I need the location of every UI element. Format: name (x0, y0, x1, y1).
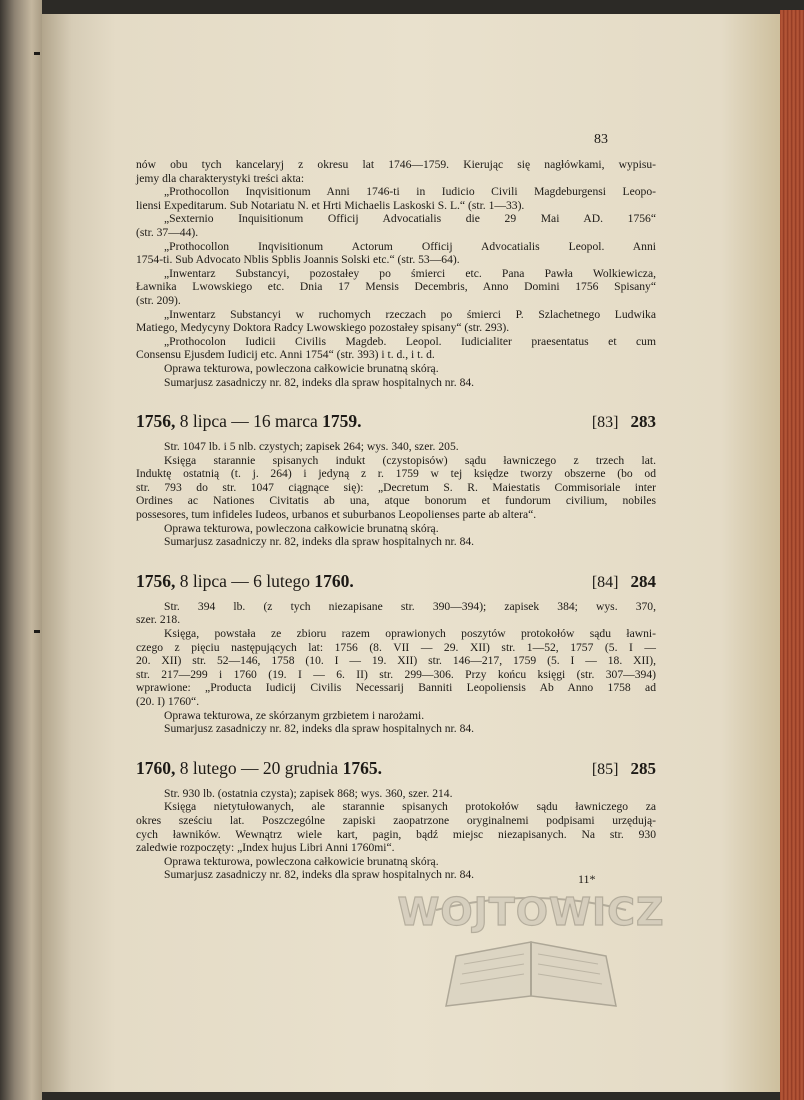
text-line: Str. 394 lb. (z tych niezapisane str. 390—394); zapisek 384; wys. 370, (164, 599, 656, 613)
page-stack-edges (780, 10, 804, 1100)
intro-block (136, 158, 656, 389)
left-page-edge (0, 0, 42, 1100)
entry-heading (136, 411, 656, 432)
entry-284 (136, 571, 656, 736)
text-line: „Prothocolon Iudicii Civilis Magdeb. Leopol. Iudicialiter praesentatus et cum (164, 334, 656, 348)
page-content (136, 158, 656, 882)
text-line: (str. 209). (136, 293, 181, 307)
text-line: Matiego, Medycyny Doktora Radcy Lwowskiego pozostałey spisany“ (str. 293). (136, 321, 510, 335)
text-line: Ordines ac Nationes Civitatis ab una, atque bonorum et fundorum civilium, nobiles (136, 494, 656, 508)
text-line: Consensu Ejusdem Iudicij etc. Anni 1754“ (str. 393) i t. d., i t. d. (136, 348, 435, 362)
text-line: Oprawa tekturowa, powleczona całkowicie brunatną skórą. (164, 521, 439, 535)
entry-signature: [84] 284 (591, 571, 656, 591)
text-line: „Sexternio Inquisitionum Officij Advocatialis die 29 Mai AD. 1756“ (164, 212, 656, 226)
text-line: „Prothocollon Inqvisitionum Anni 1746-ti in Iudicio Civili Magdeburgensi Leopo- (164, 185, 656, 199)
binding-mark (34, 52, 40, 55)
text-line: 1754-ti. Sub Advocato Nblis Spblis Joannis Solski etc.“ (str. 53—64). (136, 253, 460, 267)
text-line: „Inwentarz Substancyi, pozostałey po śmierci etc. Pana Pawła Wolkiewicza, (164, 266, 656, 280)
text-line: Oprawa tekturowa, powleczona całkowicie brunatną skórą. (164, 361, 439, 375)
text-line: (str. 37—44). (136, 225, 199, 239)
entry-heading (136, 571, 656, 592)
text-line: „Prothocollon Inqvisitionum Actorum Officij Advocatialis Leopol. Anni (164, 239, 656, 253)
text-line: Oprawa tekturowa, ze skórzanym grzbietem i narożami. (164, 708, 425, 722)
text-line: str. 217—299 i 1760 (19. I — 6. II) str. 299—306. Przy końcu księgi (str. 307—394) (136, 667, 656, 681)
text-line: jemy dla charakterystyki treści akta: (136, 171, 305, 185)
text-line: Induktę ostatnią (t. j. 264) i jedyną z r. 1759 w tej księdze tworzy obszerne (bo od (136, 467, 656, 481)
watermark-logo (386, 846, 676, 1026)
text-line: Oprawa tekturowa, powleczona całkowicie brunatną skórą. (164, 854, 439, 868)
text-line: str. 793 do str. 1047 ciągnące się): „Decretum S. R. Maiestatis Commisoriale inter (136, 480, 656, 494)
text-line: Sumarjusz zasadniczy nr. 82, indeks dla spraw hospitalnych nr. 84. (164, 722, 475, 736)
text-line: cych ławników. Wewnątrz wiele kart, pagin, bądź miejsc niezapisanych. Na str. 930 (136, 827, 656, 841)
text-line: Sumarjusz zasadniczy nr. 82, indeks dla spraw hospitalnych nr. 84. (164, 535, 475, 549)
text-line: czego z pięciu następujących lat: 1756 (8. VII — 29. XII) str. 1—52, 1757 (5. I — (136, 640, 656, 654)
text-line: (20. I) 1760“. (136, 695, 200, 708)
entry-date: 1760, 8 lutego — 20 grudnia 1765. (136, 757, 382, 778)
binding-mark (34, 630, 40, 633)
entry-signature: [83] 283 (591, 412, 656, 432)
text-line: possesores, tum infideles Iudeos, urbanos et suburbanos Leopolienses parte ab altera“. (136, 508, 537, 522)
watermark-text: WOJTOWICZ (397, 890, 665, 934)
text-line: liensi Expeditarum. Sub Notariatu N. et Hrti Michaelis Laskoski S. L.“ (str. 1—33). (136, 198, 525, 212)
watermark-book-icon (386, 846, 676, 1026)
text-line: Sumarjusz zasadniczy nr. 82, indeks dla spraw hospitalnych nr. 84. (164, 868, 475, 882)
text-line: „Inwentarz Substancyi w ruchomych rzeczach po śmierci P. Szlachetnego Ludwika (164, 307, 656, 321)
entry-signature: [85] 285 (591, 758, 656, 778)
text-line: Sumarjusz zasadniczy nr. 82, indeks dla spraw hospitalnych nr. 84. (164, 375, 475, 389)
text-line: nów obu tych kancelaryj z okresu lat 1746—1759. Kierując się nagłówkami, wypisu- (136, 158, 656, 171)
entry-283 (136, 411, 656, 549)
text-line: 20. XII) str. 52—146, 1758 (10. I — 19. XII) str. 146—217, 1759 (5. I — 18. XII), (136, 654, 656, 668)
text-line: Str. 930 lb. (ostatnia czysta); zapisek 868; wys. 360, szer. 214. (164, 786, 453, 800)
entry-date: 1756, 8 lipca — 6 lutego 1760. (136, 570, 354, 591)
page-number: 83 (594, 132, 608, 147)
text-line: Księga nietytułowanych, ale starannie spisanych protokołów sądu ławniczego za (164, 800, 656, 814)
entry-date: 1756, 8 lipca — 16 marca 1759. (136, 411, 362, 432)
signature-mark: 11* (578, 872, 596, 886)
text-line: Księga starannie spisanych indukt (czystopisów) sądu ławniczego z trzech lat. (164, 453, 656, 467)
text-line: wprawione: „Producta Iudicij Civilis Necessarij Banniti Leopoliensis Ab Anno 1758 ad (136, 681, 656, 695)
text-line: Ławnika Lwowskiego etc. Dnia 17 Mensis Decembris, Anno Domini 1756 Spisany“ (136, 280, 656, 294)
text-line: zaledwie rozpoczęty: „Index hujus Libri Anni 1760mi“. (136, 841, 395, 855)
entry-heading (136, 758, 656, 779)
text-line: okres sześciu lat. Poszczególne zapiski zaopatrzone oryginalnemi podpisami urzędują- (136, 813, 656, 827)
text-line: szer. 218. (136, 613, 181, 627)
text-line: Księga, powstała ze zbioru razem oprawionych poszytów protokołów sądu ławni- (164, 627, 656, 641)
text-line: Str. 1047 lb. i 5 nlb. czystych; zapisek 264; wys. 340, szer. 205. (164, 440, 459, 454)
